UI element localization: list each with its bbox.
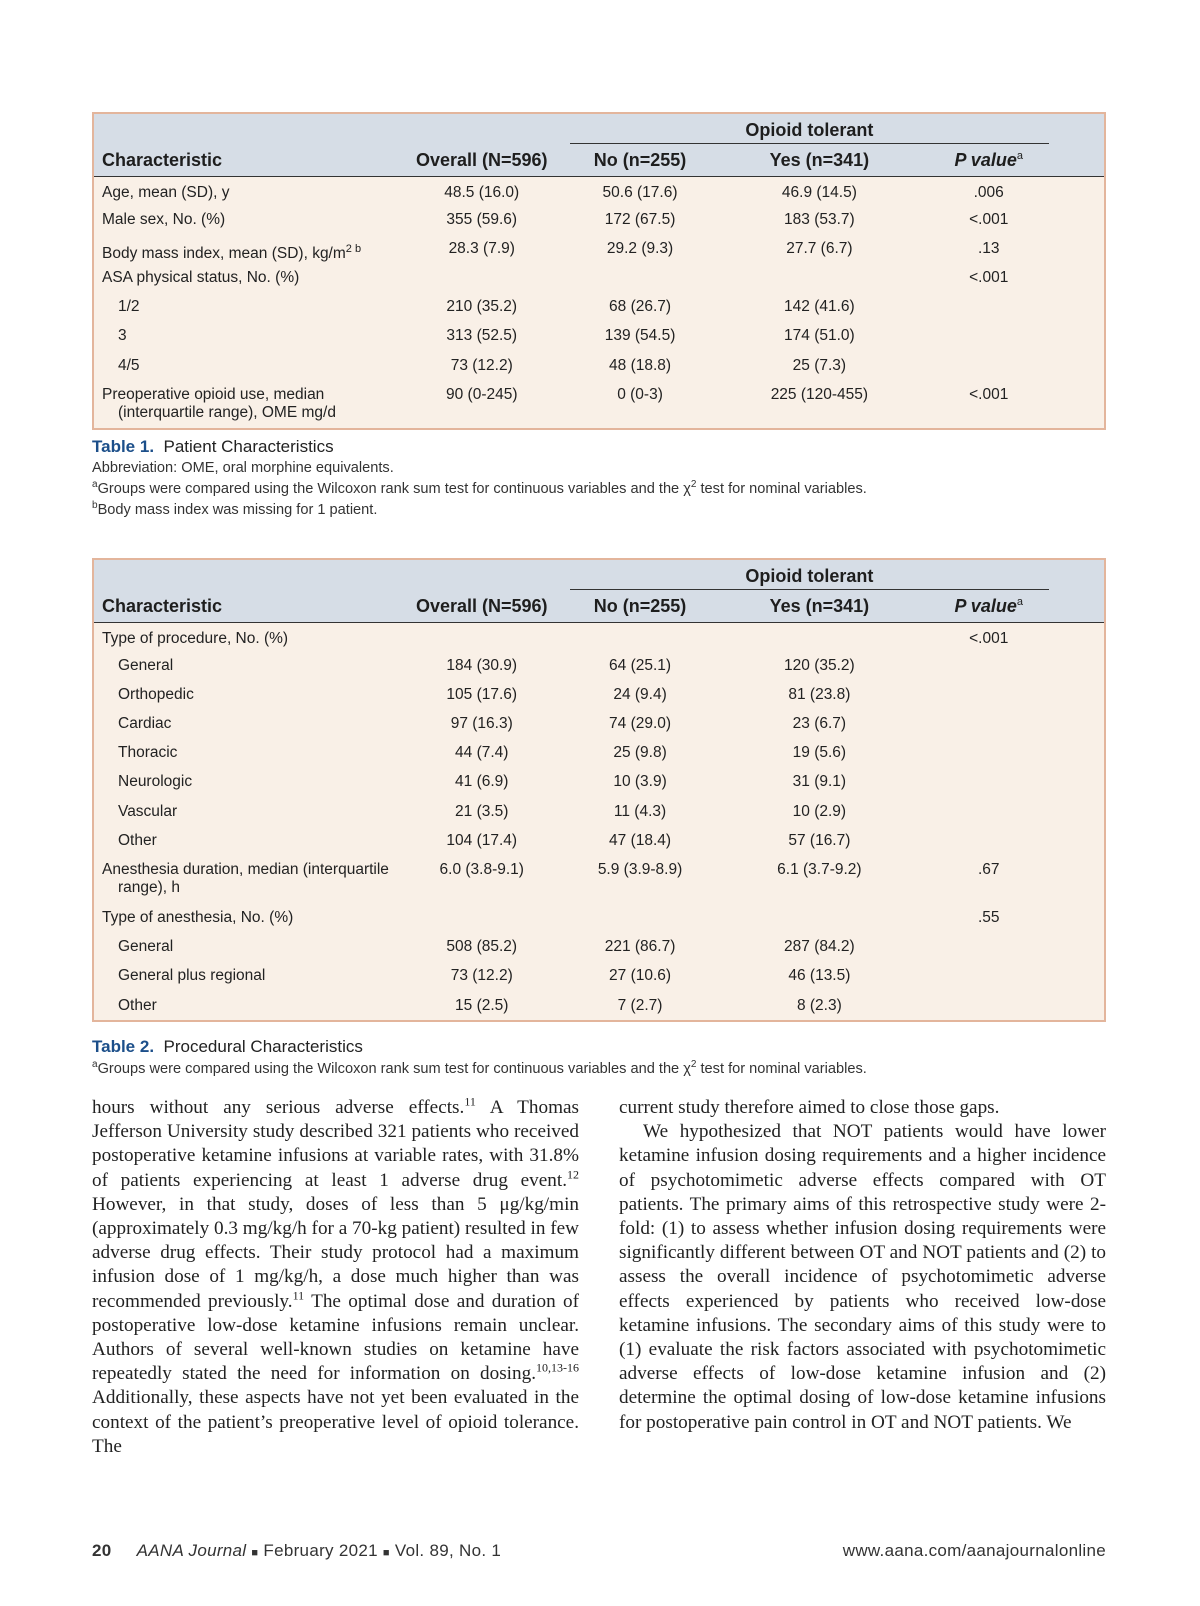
table-row <box>93 739 1105 768</box>
cell-no: 25 (9.8) <box>613 744 667 762</box>
cell-yes: 25 (7.3) <box>792 356 847 374</box>
cell-yes: 46 (13.5) <box>788 967 851 985</box>
cell-no: 50.6 (17.6) <box>602 184 678 201</box>
cell-yes: 57 (16.7) <box>788 831 851 849</box>
page-footer: 20 AANA Journal ■ February 2021 ■ Vol. 89, No. 1 <box>92 1541 502 1560</box>
cell-p <box>929 798 1049 827</box>
cell-yes: 27.7 (6.7) <box>786 239 853 257</box>
cell-p <box>929 933 1049 962</box>
cell-no <box>570 904 710 933</box>
row-label: Type of procedure, No. (%) <box>102 630 289 647</box>
row-label: Type of anesthesia, No. (%) <box>102 909 294 926</box>
cell-p <box>929 293 1049 322</box>
cell-no: 172 (67.5) <box>604 210 676 228</box>
col-characteristic: Characteristic <box>93 590 394 623</box>
row-label: 4/5 <box>118 356 140 374</box>
table-1-note-b: $^b$Body mass index was missing for 1 patient. <box>92 500 378 518</box>
row-label: General <box>118 656 174 674</box>
cell-overall: 73 (12.2) <box>450 967 513 985</box>
cell-yes: 31 (9.1) <box>792 773 847 791</box>
cell-no <box>570 623 710 652</box>
cell-overall: 15 (2.5) <box>455 996 509 1014</box>
row-label: Other <box>118 996 157 1014</box>
table-row <box>93 856 1105 904</box>
journal-url[interactable]: www.aana.com/aanajournalonline <box>842 1541 1106 1560</box>
cell-no: 48 (18.8) <box>609 356 672 374</box>
opioid-tolerant-header: Opioid tolerant <box>570 566 1049 590</box>
cell-yes: 142 (41.6) <box>784 298 855 316</box>
table-row <box>93 827 1105 856</box>
cell-p <box>929 652 1049 681</box>
cell-overall: 90 (0-245) <box>445 385 518 403</box>
table-row <box>93 992 1105 1021</box>
table-row <box>93 293 1105 322</box>
table-row <box>93 768 1105 797</box>
row-label: 3 <box>118 327 127 345</box>
page-number: 20 <box>92 1541 112 1560</box>
cell-p: <.001 <box>969 385 1009 403</box>
cell-yes: 81 (23.8) <box>788 685 851 703</box>
cell-p <box>929 827 1049 856</box>
cell-p: .67 <box>977 861 1000 878</box>
table-row <box>93 798 1105 827</box>
cell-p <box>929 962 1049 991</box>
table-row <box>93 623 1105 652</box>
cell-no: 139 (54.5) <box>604 327 676 345</box>
cell-yes <box>710 904 928 933</box>
cell-yes: 6.1 (3.7-9.2) <box>777 861 862 878</box>
table-row <box>93 904 1105 933</box>
row-label: Preoperative opioid use, median (interquartile range), OME mg/d <box>102 385 336 421</box>
row-label: General plus regional <box>118 967 266 985</box>
cell-p <box>929 768 1049 797</box>
cell-overall: 105 (17.6) <box>446 685 518 703</box>
cell-yes: 174 (51.0) <box>784 327 855 345</box>
cell-p: .13 <box>977 239 1000 257</box>
cell-overall: 104 (17.4) <box>446 831 518 849</box>
cell-yes: 183 (53.7) <box>784 210 855 228</box>
table-row <box>93 322 1105 351</box>
col-characteristic: Characteristic <box>93 144 394 177</box>
cell-yes: 287 (84.2) <box>784 938 855 956</box>
row-label: Anesthesia duration, median (interquartile range), h <box>102 861 389 896</box>
cell-yes: 23 (6.7) <box>792 715 847 733</box>
opioid-tolerant-header: Opioid tolerant <box>570 120 1049 144</box>
cell-no: 68 (26.7) <box>609 298 672 316</box>
row-label: ASA physical status, No. (%) <box>102 269 300 287</box>
cell-no: 11 (4.3) <box>613 802 667 820</box>
table-row <box>93 264 1105 293</box>
body-paragraph: hours without any serious adverse effects.$^{11}$ A Thomas Jefferson University study described 321 patients who received postoperative ketamine infusions at variable rates, with 31.8% of patients experiencing at least 1 adverse drug event.$^{12}$ However, in that study, doses of less than 5 μg/kg/min (approximately 0.3 mg/kg/h for a 70-kg patient) resulted in few adverse drug effects. Their study protocol had a maximum infusion dose of 1 mg/kg/h, a dose much higher than was recommended previously.$^{11}$ The optimal dose and duration of postoperative low-dose ketamine infusions remain unclear. Authors of several well-known studies on ketamine have repeatedly stated the need for information on dosing.$^{10,13-16}$ Additionally, these aspects have not yet been evaluated in the context of the patient’s preoperative level of opioid tolerance. The <box>92 1094 580 1457</box>
cell-yes: 19 (5.6) <box>792 744 847 762</box>
table-2 <box>92 558 1106 1022</box>
table-2-caption: Table 2. Procedural Characteristics <box>92 1037 363 1056</box>
cell-no: 29.2 (9.3) <box>606 239 674 257</box>
cell-yes <box>710 264 928 293</box>
body-paragraph: current study therefore aimed to close those gaps. <box>619 1097 1000 1118</box>
table-row <box>93 206 1105 235</box>
cell-no: 24 (9.4) <box>613 685 667 703</box>
table-2-note-a: $^a$Groups were compared using the Wilcoxon rank sum test for continuous variables and the $\chi^2$ test for nominal variables. <box>92 1059 867 1077</box>
table-row <box>93 652 1105 681</box>
cell-overall: 97 (16.3) <box>450 715 513 733</box>
cell-yes: 120 (35.2) <box>784 656 855 674</box>
body-left-column <box>92 1096 579 1459</box>
cell-overall: 28.3 (7.9) <box>448 239 515 257</box>
issue-volume: Vol. 89, No. 1 <box>394 1541 502 1560</box>
cell-overall: 355 (59.6) <box>446 210 518 228</box>
cell-overall <box>394 623 570 652</box>
cell-overall: 508 (85.2) <box>446 938 518 956</box>
cell-no: 221 (86.7) <box>604 938 676 956</box>
cell-no <box>570 264 710 293</box>
cell-yes: 8 (2.3) <box>796 996 842 1014</box>
row-label: General <box>118 938 174 956</box>
cell-yes: 46.9 (14.5) <box>781 184 857 201</box>
col-no: No (n=255) <box>570 144 710 177</box>
cell-no: 47 (18.4) <box>609 831 672 849</box>
body-right-column <box>619 1096 1106 1435</box>
cell-p: <.001 <box>969 269 1009 287</box>
table-1-caption: Table 1. Patient Characteristics <box>92 437 334 456</box>
table-row <box>93 962 1105 991</box>
cell-overall: 48.5 (16.0) <box>444 184 520 201</box>
row-label: Thoracic <box>118 744 178 762</box>
cell-overall: 21 (3.5) <box>455 802 509 820</box>
cell-overall <box>394 904 570 933</box>
body-paragraph: We hypothesized that NOT patients would have lower ketamine infusion dosing requirements and a higher incidence of psychotomimetic adverse effects compared with OT patients. The primary aims of this retrospective study were 2-fold: (1) to assess whether infusion dosing requirements were significantly different between OT and NOT patients and (2) to assess the overall incidence of psychotomimetic adverse effects experienced by patients who received low-dose ketamine infusions. The secondary aims of this study were to (1) evaluate the risk factors associated with psychotomimetic adverse effects of low-dose ketamine infusion and (2) determine the optimal dosing of low-dose ketamine infusions for postoperative pain control in OT and NOT patients. We <box>619 1121 1106 1433</box>
cell-no: 74 (29.0) <box>609 715 672 733</box>
table-1-abbrev-note: Abbreviation: OME, oral morphine equivalents. <box>92 460 394 476</box>
row-label: Other <box>118 831 157 849</box>
cell-p <box>929 681 1049 710</box>
cell-overall: 44 (7.4) <box>455 744 509 762</box>
table-row <box>93 235 1105 264</box>
issue-date: February 2021 <box>263 1541 378 1560</box>
table-row <box>93 177 1105 206</box>
cell-p: <.001 <box>969 210 1009 228</box>
col-yes: Yes (n=341) <box>710 590 928 623</box>
cell-no: 0 (0-3) <box>617 385 663 403</box>
table-1 <box>92 112 1106 430</box>
table-row <box>93 381 1105 429</box>
cell-no: 7 (2.7) <box>617 996 663 1014</box>
cell-no: 64 (25.1) <box>609 656 672 674</box>
cell-overall: 184 (30.9) <box>446 656 518 674</box>
row-label: Orthopedic <box>118 685 194 703</box>
col-yes: Yes (n=341) <box>710 144 928 177</box>
cell-overall: 313 (52.5) <box>446 327 518 345</box>
cell-no: 27 (10.6) <box>609 967 672 985</box>
journal-name: AANA Journal <box>136 1541 247 1560</box>
row-label: Vascular <box>118 802 178 820</box>
cell-p <box>929 322 1049 351</box>
cell-p <box>929 710 1049 739</box>
col-p-value: P value$^a$ <box>929 590 1049 623</box>
cell-p <box>929 992 1049 1021</box>
table-row <box>93 352 1105 381</box>
table-row <box>93 933 1105 962</box>
col-no: No (n=255) <box>570 590 710 623</box>
table-1-note-a: $^a$Groups were compared using the Wilcoxon rank sum test for continuous variables and the $\chi^2$ test for nominal variables. <box>92 479 867 497</box>
col-p-value: P value$^a$ <box>929 144 1049 177</box>
row-label: 1/2 <box>118 298 140 316</box>
col-overall: Overall (N=596) <box>394 144 570 177</box>
cell-yes: 10 (2.9) <box>792 802 847 820</box>
row-label: Neurologic <box>118 773 193 791</box>
cell-overall: 73 (12.2) <box>450 356 513 374</box>
cell-overall: 6.0 (3.8-9.1) <box>439 861 524 878</box>
row-label: Age, mean (SD), y <box>102 184 230 201</box>
row-label: Body mass index, mean (SD), $kg/m^{2 b}$ <box>102 242 362 263</box>
cell-p: <.001 <box>969 630 1009 647</box>
table-row <box>93 681 1105 710</box>
cell-yes: 225 (120-455) <box>770 385 869 403</box>
cell-no: 10 (3.9) <box>613 773 667 791</box>
cell-p: .006 <box>973 184 1004 201</box>
col-overall: Overall (N=596) <box>394 590 570 623</box>
table-row <box>93 710 1105 739</box>
cell-yes <box>710 623 928 652</box>
cell-p <box>929 739 1049 768</box>
row-label: Cardiac <box>118 715 172 733</box>
cell-p: .55 <box>977 909 1000 926</box>
cell-p <box>929 352 1049 381</box>
row-label: Male sex, No. (%) <box>102 210 226 228</box>
cell-no: 5.9 (3.9-8.9) <box>597 861 683 878</box>
cell-overall: 210 (35.2) <box>446 298 518 316</box>
cell-overall <box>394 264 570 293</box>
cell-overall: 41 (6.9) <box>455 773 509 791</box>
